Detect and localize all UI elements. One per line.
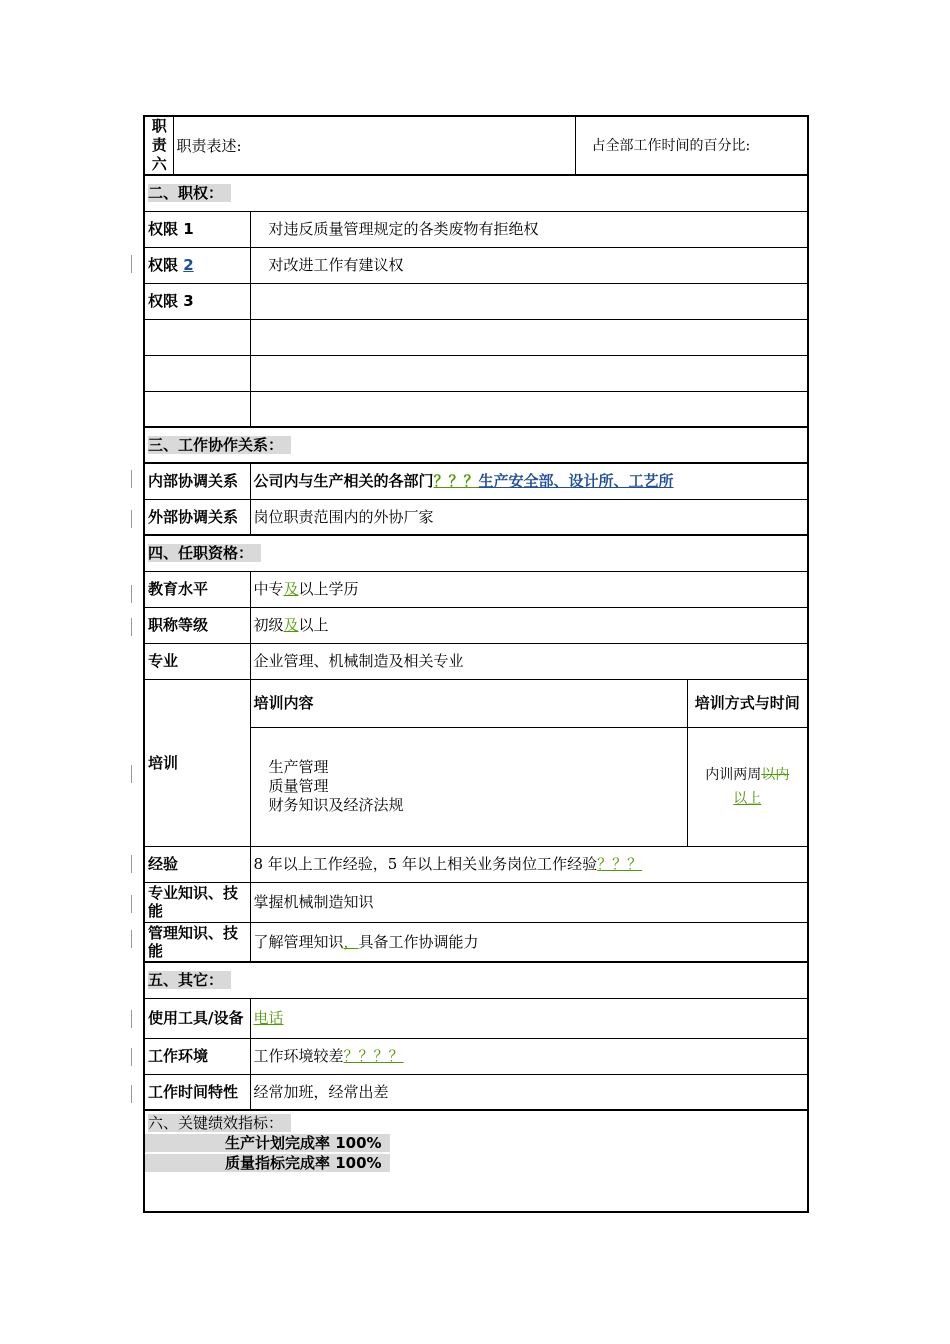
external-coordination-row <box>144 499 808 535</box>
education-row <box>144 571 808 607</box>
experience-row <box>144 846 808 882</box>
section-title: 六、关键绩效指标： <box>148 1114 291 1132</box>
major-row <box>144 643 808 679</box>
section4-header <box>144 535 808 571</box>
margin-marker <box>131 255 132 273</box>
work-time-label: 工作时间特性 <box>144 1074 250 1110</box>
training-label: 培训 <box>144 679 250 846</box>
authority-value: 对违反质量管理规定的各类废物有拒绝权 <box>250 211 808 247</box>
empty-row <box>144 391 808 427</box>
professional-skill-label: 专业知识、技能 <box>144 882 250 922</box>
margin-marker <box>131 470 132 488</box>
training-content-header: 培训内容 <box>250 679 687 727</box>
duty6-label: 职责六 <box>144 116 173 175</box>
margin-marker <box>131 1085 132 1103</box>
major-value: 企业管理、机械制造及相关专业 <box>250 643 808 679</box>
title-rank-value: 初级 <box>253 616 284 634</box>
margin-marker <box>131 510 132 528</box>
margin-marker <box>131 930 132 948</box>
title-rank-label: 职称等级 <box>144 607 250 643</box>
duty6-row <box>144 116 808 175</box>
revision-marks: ？？？ <box>433 472 479 491</box>
internal-coordination-row <box>144 463 808 499</box>
training-method-value: 内训两周 <box>705 766 762 783</box>
authority-label: 权限 3 <box>144 283 250 319</box>
authority-label: 权限 <box>148 256 184 274</box>
section3-header <box>144 427 808 463</box>
revision-link[interactable]: 2 <box>183 256 194 274</box>
major-label: 专业 <box>144 643 250 679</box>
section-title: 四、任职资格： <box>148 544 261 562</box>
revision-insert: 以上 <box>733 790 762 807</box>
margin-marker <box>131 1048 132 1066</box>
margin-marker <box>131 618 132 636</box>
job-description-form <box>143 115 807 1213</box>
revision-marks: ？？？ <box>597 855 643 873</box>
training-header-row <box>144 679 808 727</box>
empty-row <box>144 355 808 391</box>
external-coordination-value: 岗位职责范围内的外协厂家 <box>250 499 808 535</box>
work-time-value: 经常加班，经常出差 <box>250 1074 808 1110</box>
margin-marker <box>131 1010 132 1028</box>
management-skill-row <box>144 922 808 962</box>
revision-insert: 及 <box>283 616 299 634</box>
departments-link[interactable]: 生产安全部、设计所、工艺所 <box>478 472 674 491</box>
section-title: 五、其它： <box>148 971 231 989</box>
revision-marks: ？？？？ <box>343 1047 404 1065</box>
authority-value: 对改进工作有建议权 <box>250 247 808 283</box>
work-time-row <box>144 1074 808 1110</box>
environment-label: 工作环境 <box>144 1038 250 1074</box>
internal-coordination-label: 内部协调关系 <box>144 463 250 499</box>
duty-description-label: 职责表述: <box>173 116 575 175</box>
education-label: 教育水平 <box>144 571 250 607</box>
title-rank-value-tail: 以上 <box>298 616 329 634</box>
training-item: 财务知识及经济法规 <box>268 796 404 814</box>
experience-label: 经验 <box>144 846 250 882</box>
section5-header <box>144 962 808 998</box>
environment-value: 工作环境较差 <box>253 1047 344 1065</box>
title-rank-row <box>144 607 808 643</box>
revision-insert: 及 <box>283 580 299 598</box>
education-value: 中专 <box>253 580 284 598</box>
external-coordination-label: 外部协调关系 <box>144 499 250 535</box>
experience-value: 8 年以上工作经验，5 年以上相关业务岗位工作经验 <box>253 855 598 873</box>
authority-row <box>144 211 808 247</box>
section2-header <box>144 175 808 211</box>
authority-row <box>144 247 808 283</box>
revision-insert: ， <box>343 932 359 951</box>
tools-label: 使用工具/设备 <box>144 998 250 1038</box>
professional-skill-row <box>144 882 808 922</box>
section6-block <box>144 1110 808 1212</box>
section-title: 三、工作协作关系： <box>148 436 291 454</box>
kpi-item: 生产计划完成率 100% <box>145 1134 390 1152</box>
internal-coordination-value: 公司内与生产相关的各部门 <box>253 472 434 491</box>
professional-skill-value: 掌握机械制造知识 <box>250 882 808 922</box>
revision-deletion: 以内 <box>761 766 790 783</box>
time-percent-label: 占全部工作时间的百分比: <box>575 116 808 175</box>
tools-row <box>144 998 808 1038</box>
empty-row <box>144 319 808 355</box>
training-item: 质量管理 <box>268 777 329 795</box>
authority-label: 权限 1 <box>144 211 250 247</box>
margin-marker <box>131 765 132 783</box>
authority-row <box>144 283 808 319</box>
section-title: 二、职权： <box>148 184 231 202</box>
management-skill-value: 了解管理知识 <box>253 932 344 951</box>
training-method-header: 培训方式与时间 <box>687 679 808 727</box>
management-skill-value-tail: 具备工作协调能力 <box>358 932 479 951</box>
margin-marker <box>131 585 132 603</box>
training-item: 生产管理 <box>268 758 329 776</box>
authority-value <box>250 283 808 319</box>
kpi-item: 质量指标完成率 100% <box>145 1154 390 1172</box>
education-value-tail: 以上学历 <box>298 580 359 598</box>
tools-value: 电话 <box>253 1009 284 1027</box>
margin-marker <box>131 855 132 873</box>
environment-row <box>144 1038 808 1074</box>
management-skill-label: 管理知识、技能 <box>144 922 250 962</box>
margin-marker <box>131 895 132 913</box>
